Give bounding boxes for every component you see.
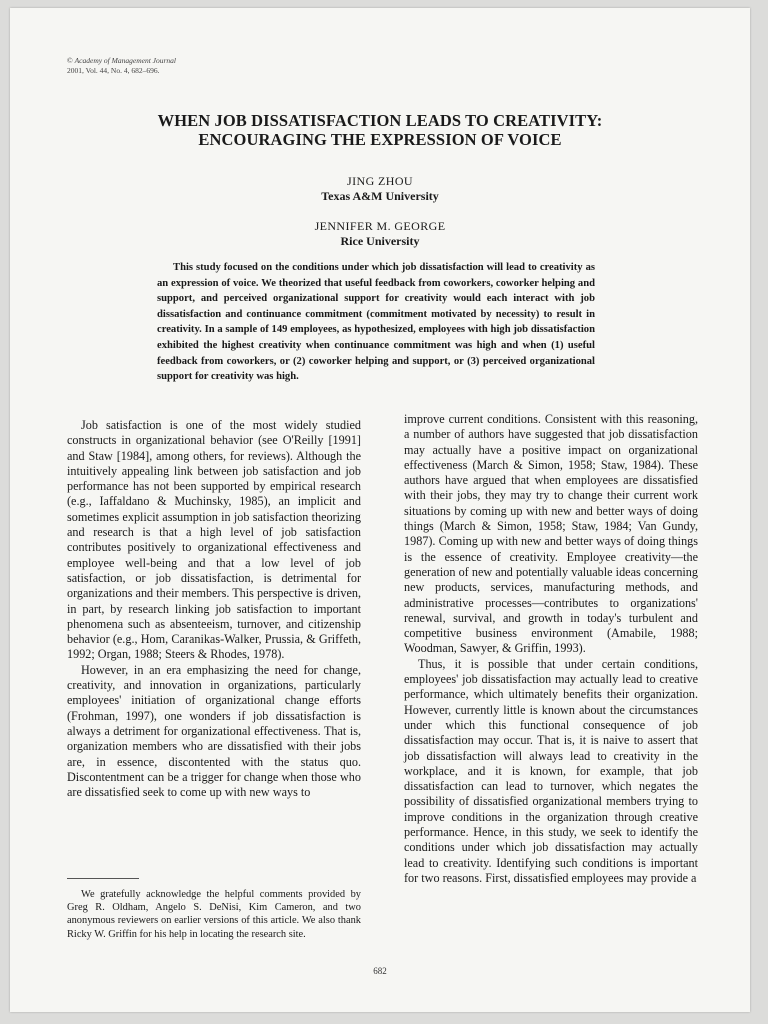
body-paragraph: improve current conditions. Consistent with this reasoning, a number of authors have suggested that job dissatisfaction may actually have a positive impact on organizational effectiveness (March & Simon, 1958; Staw, 1984). These authors have argued that when employees are dissatisfied with their jobs, they may try to change their current work situations by coming up with new and better ways of doing things (March & Simon, 1958; Staw, 1984; Van Gundy, 1987). Coming up with new and better ways of doing things is the essence of creativity. Employee creativity—the generation of new and potentially valuable ideas concerning new products, services, manufacturing methods, and administrative processes—contributes to organizations' renewal, survival, and growth in today's turbulent and competitive business environment (Amabile, 1988; Woodman, Sawyer, & Griffin, 1993). [404,412,698,656]
body-column-left [67,418,361,800]
body-column-right [404,412,698,886]
paper-page [10,8,750,1012]
abstract: This study focused on the conditions under which job dissatisfaction will lead to creativity as an expression of voice. We theorized that useful feedback from coworkers, coworker helping and support, and perceived organizational support for creativity would each interact with job dissatisfaction and continuance commitment (commitment motivated by necessity) to result in creativity. In a sample of 149 employees, as hypothesized, employees with high job dissatisfaction exhibited the highest creativity when continuance commitment was high and when (1) useful feedback from coworkers, or (2) coworker helping and support, or (3) perceived organizational support for creativity was high. [157,262,595,383]
page-number: 682 [373,966,387,976]
body-paragraph: However, in an era emphasizing the need for change, creativity, and innovation in organizations, particularly employees' initiation of organizational change efforts (Frohman, 1997), one wonders if job dissatisfaction is always a detriment for organizational effectiveness. That is, organization members who are dissatisfied with their jobs are, in essence, discontented with the status quo. Discontentment can be a trigger for change when those who are dissatisfied seek to come up with new ways to [67,662,361,800]
author-block-1 [50,174,710,204]
footnote-rule [67,878,139,879]
author-block-2 [50,219,710,249]
body-paragraph: Job satisfaction is one of the most widely studied constructs in organizational behavior (see O'Reilly [1991] and Staw [1984], among others, for reviews). Although the intuitively appealing link between job satisfaction and job performance has not been supported by empirical research (e.g., Iaffaldano & Muchinsky, 1985), an implicit and sometimes explicit assumption in job satisfaction theorizing and research is that a high level of job satisfaction contributes positively to organizational effectiveness and employee well-being and that a low level of job satisfaction, or job dissatisfaction, is detrimental for organizations and their members. This perspective is driven, in part, by research linking job satisfaction to important phenomena such as absenteeism, turnover, and citizenship behavior (e.g., Hom, Caranikas-Walker, Prussia, & Griffeth, 1992; Organ, 1988; Steers & Rhodes, 1978). [67,418,361,662]
body-paragraph: Thus, it is possible that under certain conditions, employees' job dissatisfaction may actually lead to creative performance, which ultimately benefits their organization. However, currently little is known about the circumstances under which this functional consequence of job dissatisfaction may occur. That is, it is naive to assert that job dissatisfaction will always lead to creativity in the workplace, and it is known, for example, that job dissatisfaction can lead to turnover, which negates the possibility of dissatisfied organizational members trying to improve conditions in the organization through creative performance. Hence, in this study, we seek to identify the conditions under which job dissatisfaction may actually lead to creativity. Identifying such conditions is important for two reasons. First, dissatisfied employees may provide a [404,656,698,885]
journal-citation: 2001, Vol. 44, No. 4, 682–696. [67,66,160,75]
paper-title [50,111,710,149]
author-name: JING ZHOU [347,174,413,188]
author-affiliation: Texas A&M University [321,189,439,203]
journal-header: © Academy of Management Journal 2001, Vol. 44, No. 4, 682–696. [67,56,177,75]
title-line-2: ENCOURAGING THE EXPRESSION OF VOICE [198,130,562,149]
title-line-1: WHEN JOB DISSATISFACTION LEADS TO CREATIVITY: [157,111,603,130]
author-name: JENNIFER M. GEORGE [314,219,446,233]
journal-name: Academy of Management Journal [74,56,177,65]
acknowledgment-footnote: We gratefully acknowledge the helpful comments provided by Greg R. Oldham, Angelo S. DeNisi, Kim Cameron, and two anonymous reviewers on earlier versions of this article. We also thank Ricky W. Griffin for his help in locating the research site. [67,889,361,940]
author-affiliation: Rice University [340,234,420,248]
